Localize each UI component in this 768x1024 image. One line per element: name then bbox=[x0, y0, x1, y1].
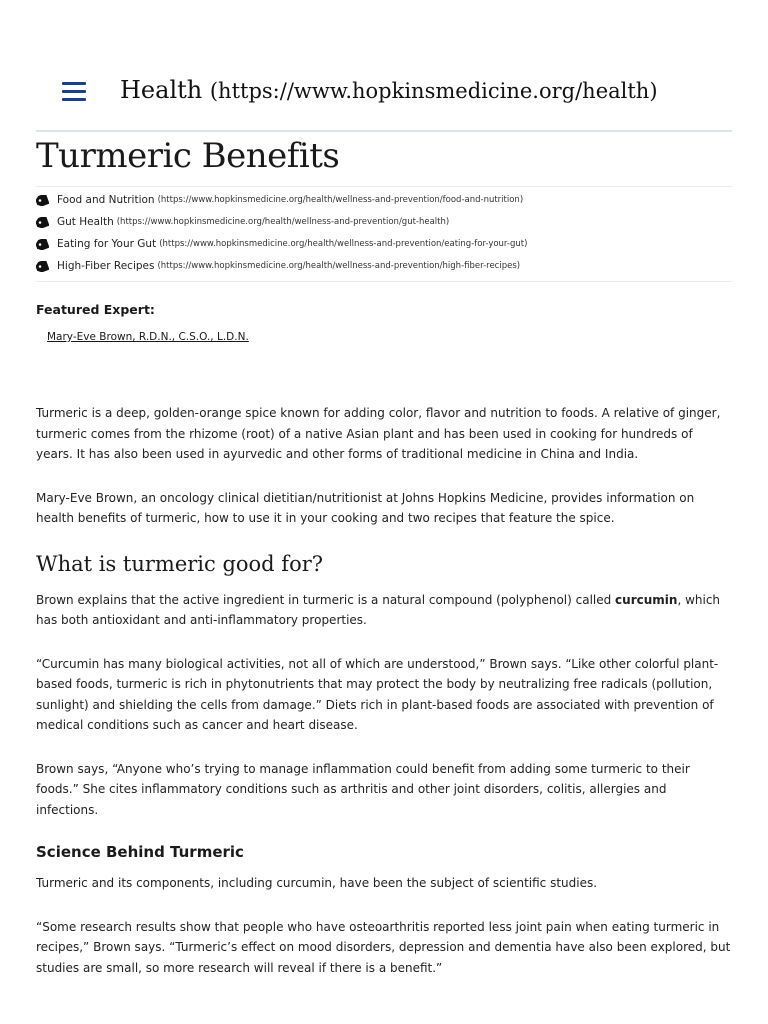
science-paragraph-2: “Some research results show that people who have osteoarthritis reported less joint pain when eating turmeric in recipes,” Brown says. “Turmeric’s effect on mood disorders, depression and dementia have also been explored, but studies are small, so more research will reveal if there is a benefit.” bbox=[36, 919, 731, 975]
tag-label: Food and Nutrition bbox=[57, 194, 155, 206]
tag-high-fiber-recipes[interactable] bbox=[36, 255, 732, 277]
intro-paragraph-1: Turmeric is a deep, golden-orange spice known for adding color, flavor and nutrition to foods. A relative of ginger, turmeric comes from the rhizome (root) of a native Asian plant and has been used in cooking for hundreds of years. It has also been used in ayurvedic and other forms of traditional medicine in China and India. bbox=[36, 406, 721, 461]
tag-icon bbox=[36, 261, 49, 272]
tag-food-and-nutrition[interactable] bbox=[36, 189, 732, 211]
featured-expert-link[interactable]: Mary-Eve Brown, R.D.N., C.S.O., L.D.N. bbox=[47, 331, 249, 343]
good-for-paragraph-3: Brown says, “Anyone who’s trying to manage inflammation could benefit from adding some turmeric to their foods.” She cites inflammatory conditions such as arthritis and other joint disorders, colitis, allergies and infections. bbox=[36, 761, 690, 817]
tag-gut-health[interactable] bbox=[36, 211, 732, 233]
site-url: (https://www.hopkinsmedicine.org/health) bbox=[209, 79, 658, 103]
hamburger-menu-icon[interactable] bbox=[62, 82, 86, 102]
tag-url: (https://www.hopkinsmedicine.org/health/wellness-and-prevention/food-and-nutrition) bbox=[157, 195, 524, 205]
good-for-paragraph-1: Brown explains that the active ingredient in turmeric is a natural compound (polyphenol) called curcumin, which has both antioxidant and anti-inflammatory properties. bbox=[36, 592, 721, 627]
topic-tags bbox=[36, 186, 732, 282]
tag-icon bbox=[36, 195, 49, 206]
tag-label: Gut Health bbox=[57, 216, 114, 228]
tag-eating-for-your-gut[interactable] bbox=[36, 233, 732, 255]
featured-expert-heading: Featured Expert: bbox=[36, 302, 155, 317]
intro-paragraph-2: Mary-Eve Brown, an oncology clinical dietitian/nutritionist at Johns Hopkins Medicine, provides information on health benefits of turmeric, how to use it in your cooking and two recipes that feature the spice. bbox=[36, 490, 695, 525]
tag-url: (https://www.hopkinsmedicine.org/health/wellness-and-prevention/eating-for-your-gut) bbox=[159, 239, 528, 249]
curcumin-emphasis: curcumin bbox=[615, 592, 678, 607]
section-heading-science: Science Behind Turmeric bbox=[36, 843, 244, 861]
tag-label: High-Fiber Recipes bbox=[57, 260, 155, 272]
page-title: Turmeric Benefits bbox=[36, 136, 340, 176]
site-header bbox=[36, 0, 732, 132]
tag-label: Eating for Your Gut bbox=[57, 238, 157, 250]
tag-url: (https://www.hopkinsmedicine.org/health/wellness-and-prevention/gut-health) bbox=[116, 217, 450, 227]
tag-icon bbox=[36, 239, 49, 250]
site-label: Health bbox=[120, 76, 203, 104]
tag-icon bbox=[36, 217, 49, 228]
science-paragraph-1: Turmeric and its components, including curcumin, have been the subject of scientific studies. bbox=[36, 876, 598, 890]
article-body bbox=[36, 403, 732, 978]
tag-url: (https://www.hopkinsmedicine.org/health/wellness-and-prevention/high-fiber-recipes) bbox=[157, 261, 521, 271]
site-home-link[interactable] bbox=[120, 76, 658, 104]
good-for-paragraph-2: “Curcumin has many biological activities, not all of which are understood,” Brown says. “Like other colorful plant-based foods, turmeric is rich in phytonutrients that may protect the body by neutralizing free radicals (pollution, sunlight) and shielding the cells from damage.” Diets rich in plant-based foods are associated with prevention of medical conditions such as cancer and heart disease. bbox=[36, 656, 719, 732]
section-heading-good-for: What is turmeric good for? bbox=[36, 551, 324, 576]
